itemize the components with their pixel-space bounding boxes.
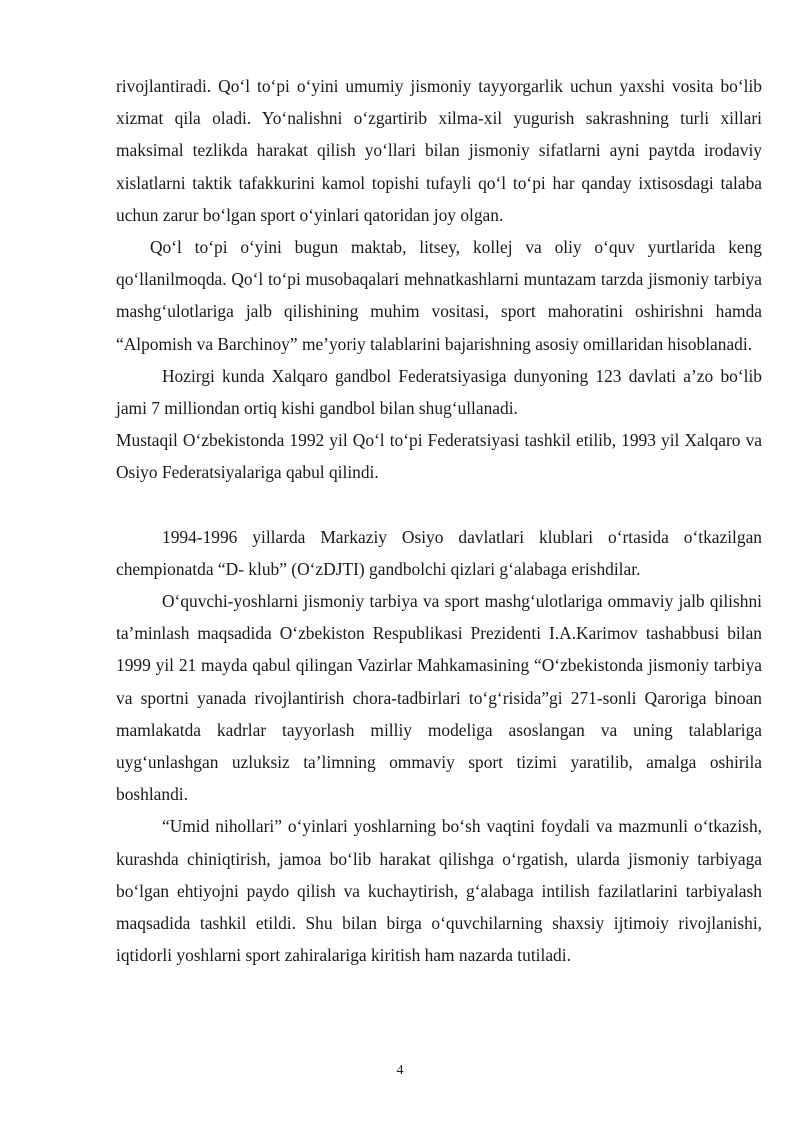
paragraph-2: Qo‘l to‘pi o‘yini bugun maktab, litsey, kollej va oliy o‘quv yurtlarida keng qo‘llanilmoqda. Qo‘l to‘pi musobaqalari mehnatkashlarni muntazam tarzda jismoniy tarbiya mashg‘ulotlariga jalb qilishining muhim vositasi, sport mahoratini oshirishni hamda “Alpomish va Barchinoy” me’yoriy talablarini bajarishning asosiy omillaridan hisoblanadi. (116, 237, 762, 354)
paragraph-3: Hozirgi kunda Xalqaro gandbol Federatsiyasiga dunyoning 123 davlati a’zo bo‘lib jami 7 milliondan ortiq kishi gandbol bilan shug‘ullanadi. (116, 365, 762, 419)
paragraph-6: O‘quvchi-yoshlarni jismoniy tarbiya va sport mashg‘ulotlariga ommaviy jalb qilishni ta’minlash maqsadida O‘zbekiston Respublikasi Prezidenti I.A.Karimov tashabbusi bilan 1999 yil 21 mayda qabul qilingan Vazirlar Mahkamasining “O‘zbekistonda jismoniy tarbiya va sportni yanada rivojlantirish chora-tadbirlari to‘g‘risida”gi 271-sonli Qaroriga binoan mamlakatda kadrlar tayyorlash milliy modeliga asoslangan va uning talablariga uyg‘unlashgan uzluksiz ta’limning ommaviy sport tizimi yaratilib, amalga oshirila boshlandi. (116, 591, 762, 805)
paragraph-gap (116, 489, 762, 521)
page-number: 4 (396, 1063, 404, 1078)
paragraph-4: Mustaqil O‘zbekistonda 1992 yil Qo‘l to‘pi Federatsiyasi tashkil etilib, 1993 yil Xalqaro va Osiyo Federatsiyalariga qabul qilindi. (116, 430, 762, 483)
body-text (116, 70, 762, 971)
paragraph-1: rivojlantiradi. Qo‘l to‘pi o‘yini umumiy jismoniy tayyorgarlik uchun yaxshi vosita bo‘lib xizmat qila oladi. Yo‘nalishni o‘zgartirib xilma-xil yugurish sakrashning turli xillari maksimal tezlikda harakat qilish yo‘llari bilan jismoniy sifatlarni ayni paytda irodaviy xislatlarni taktik tafakkurini kamol topishi tufayli qo‘l to‘pi har qanday ixtisosdagi talaba uchun zarur bo‘lgan sport o‘yinlari qatoridan joy olgan. (116, 76, 762, 225)
paragraph-5: 1994-1996 yillarda Markaziy Osiyo davlatlari klublari o‘rtasida o‘tkazilgan chempionatda “D- klub” (O‘zDJTI) gandbolchi qizlari g‘alabaga erishdilar. (116, 526, 762, 579)
paragraph-7: “Umid nihollari” o‘yinlari yoshlarning bo‘sh vaqtini foydali va mazmunli o‘tkazish, kurashda chiniqtirish, jamoa bo‘lib harakat qilishga o‘rgatish, ularda jismoniy tarbiyaga bo‘lgan ehtiyojni paydo qilish va kuchaytirish, g‘alabaga intilish fazilatlarini tarbiyalash maqsadida tashkil etildi. Shu bilan birga o‘quvchilarning shaxsiy ijtimoiy rivojlanishi, iqtidorli yoshlarni sport zahiralariga kiritish ham nazarda tutiladi. (116, 816, 762, 966)
